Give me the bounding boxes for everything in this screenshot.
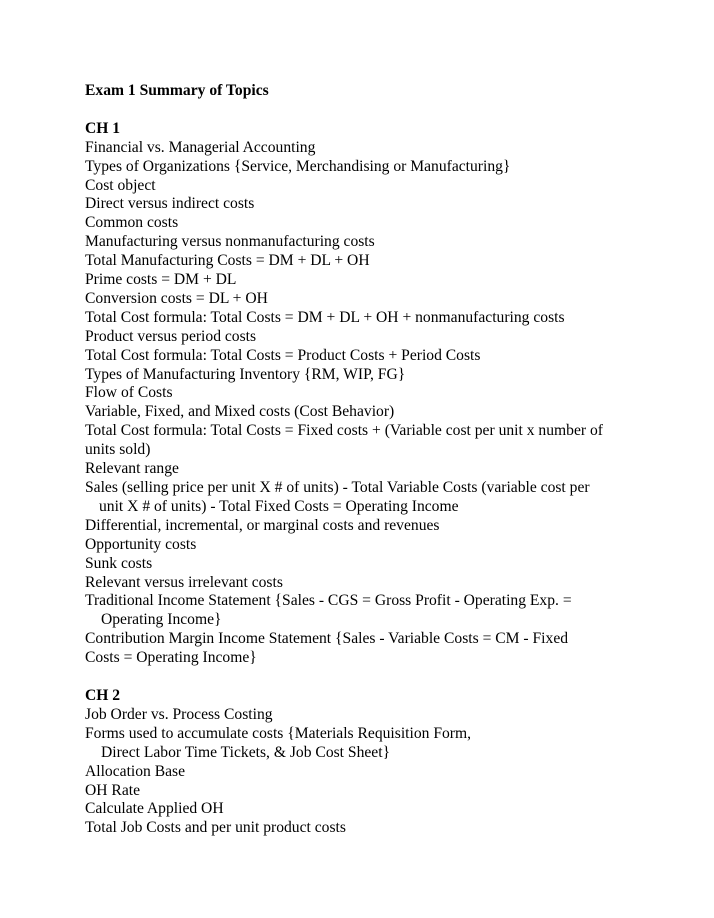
topic-line-continued: units sold) bbox=[85, 441, 151, 459]
topic-line: Prime costs = DM + DL bbox=[85, 271, 237, 289]
chapter-2-heading: CH 2 bbox=[85, 686, 121, 704]
topic-line: Total Cost formula: Total Costs = DM + DL + OH + nonmanufacturing costs bbox=[85, 308, 565, 326]
topic-line-continued: Direct Labor Time Tickets, & Job Cost Sheet} bbox=[101, 743, 391, 761]
topic-line: Contribution Margin Income Statement {Sales - Variable Costs = CM - Fixed bbox=[85, 630, 569, 648]
topic-line: Total Cost formula: Total Costs = Product Costs + Period Costs bbox=[85, 346, 481, 364]
topic-line: Job Order vs. Process Costing bbox=[85, 705, 273, 723]
topic-line: Relevant range bbox=[85, 460, 179, 478]
topic-line: Common costs bbox=[85, 214, 179, 232]
section-spacer bbox=[85, 668, 645, 687]
topic-line: Direct versus indirect costs bbox=[85, 195, 255, 213]
chapter-1-topics bbox=[85, 139, 645, 668]
topic-line: Total Manufacturing Costs = DM + DL + OH bbox=[85, 252, 370, 270]
document-title: Exam 1 Summary of Topics bbox=[85, 82, 269, 99]
topic-line: Flow of Costs bbox=[85, 384, 173, 402]
topic-line: Sunk costs bbox=[85, 554, 153, 572]
topic-line: Relevant versus irrelevant costs bbox=[85, 573, 283, 591]
topic-line: OH Rate bbox=[85, 781, 140, 799]
topic-line: Variable, Fixed, and Mixed costs (Cost Behavior) bbox=[85, 403, 395, 421]
document-page bbox=[85, 82, 645, 838]
topic-line: Financial vs. Managerial Accounting bbox=[85, 138, 316, 156]
topic-line-continued: Operating Income} bbox=[101, 611, 222, 629]
topic-line: Total Job Costs and per unit product costs bbox=[85, 819, 346, 837]
topic-line: Differential, incremental, or marginal costs and revenues bbox=[85, 516, 440, 534]
topic-line: Traditional Income Statement {Sales - CGS = Gross Profit - Operating Exp. = bbox=[85, 592, 572, 610]
topic-line: Forms used to accumulate costs {Materials Requisition Form, bbox=[85, 724, 472, 742]
topic-line: Sales (selling price per unit X # of units) - Total Variable Costs (variable cost per bbox=[85, 479, 590, 497]
topic-line: Total Cost formula: Total Costs = Fixed costs + (Variable cost per unit x number of bbox=[85, 422, 603, 440]
topic-line-continued: unit X # of units) - Total Fixed Costs = Operating Income bbox=[99, 497, 459, 515]
chapter-1-heading: CH 1 bbox=[85, 119, 121, 137]
topic-line: Cost object bbox=[85, 176, 156, 194]
topic-line: Conversion costs = DL + OH bbox=[85, 289, 268, 307]
topic-line: Types of Organizations {Service, Merchandising or Manufacturing} bbox=[85, 157, 511, 175]
chapter-2-topics bbox=[85, 706, 645, 838]
topic-line: Types of Manufacturing Inventory {RM, WIP, FG} bbox=[85, 365, 406, 383]
topic-line: Manufacturing versus nonmanufacturing costs bbox=[85, 233, 375, 251]
topic-line: Calculate Applied OH bbox=[85, 800, 224, 818]
topic-line: Product versus period costs bbox=[85, 327, 257, 345]
topic-line: Allocation Base bbox=[85, 762, 186, 780]
topic-line: Opportunity costs bbox=[85, 535, 197, 553]
topic-line-continued: Costs = Operating Income} bbox=[85, 649, 257, 667]
